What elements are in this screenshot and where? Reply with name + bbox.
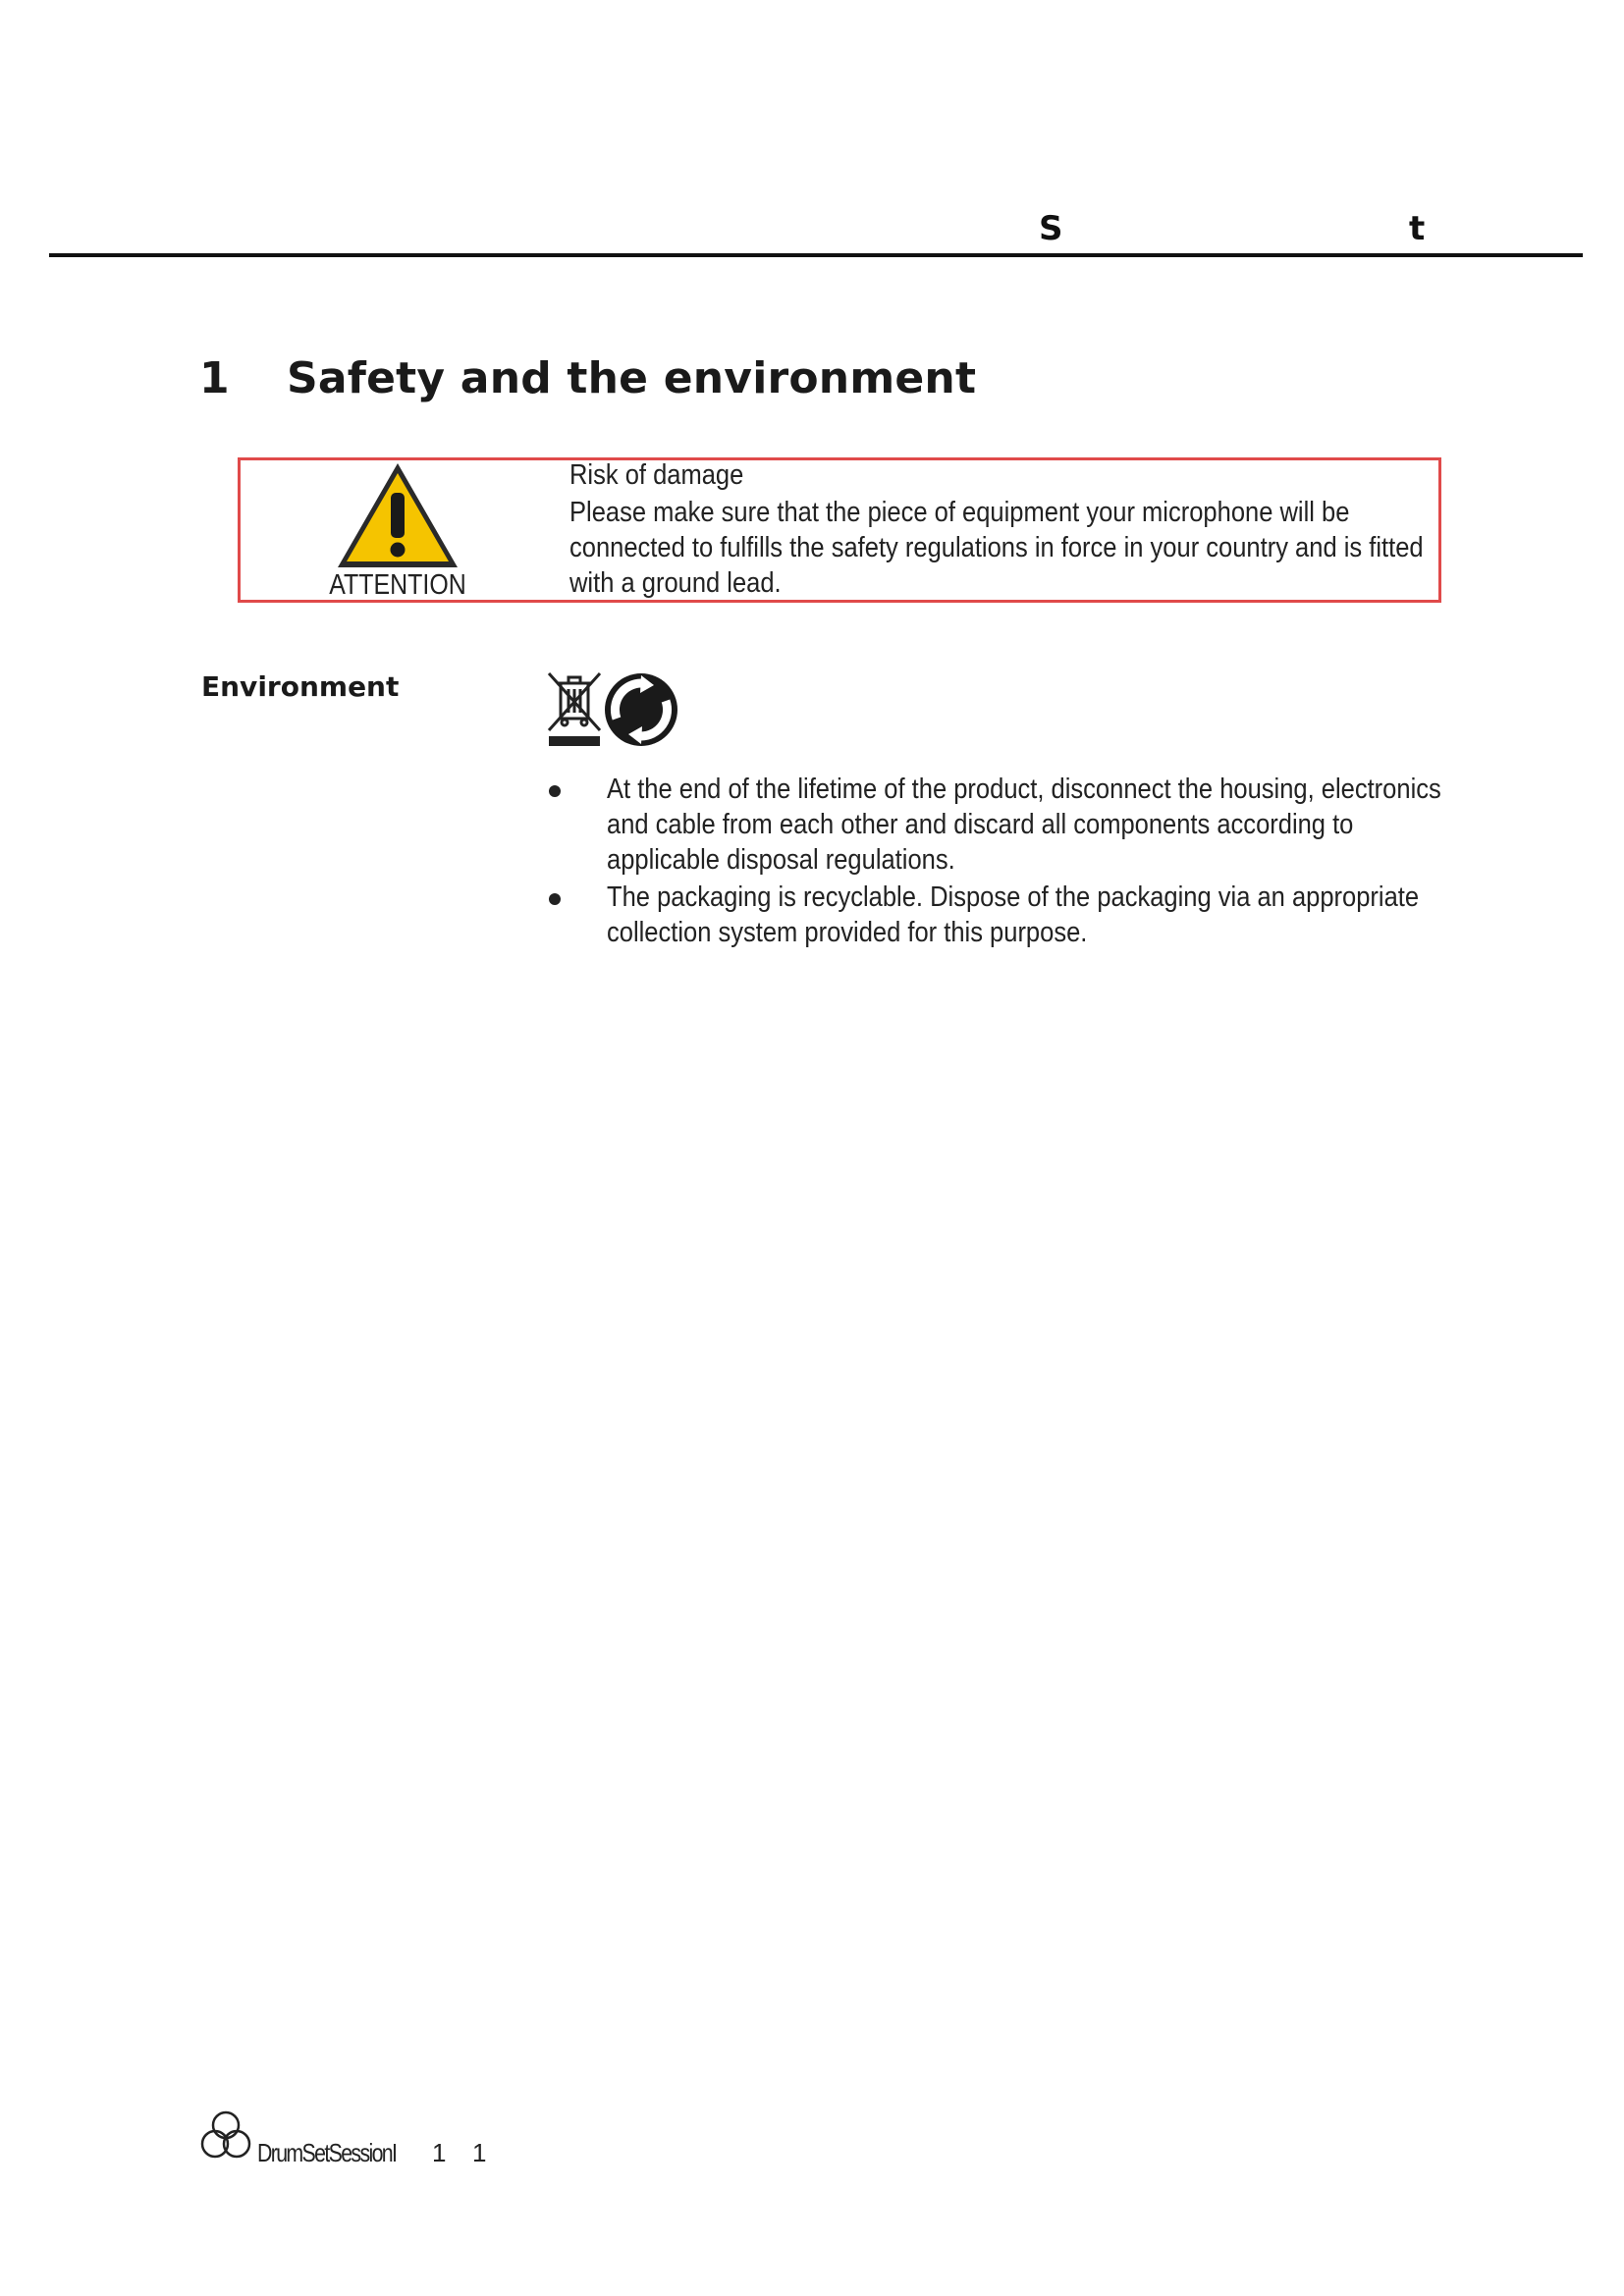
green-dot-recycle-icon [603, 671, 679, 748]
warning-line: Please make sure that the piece of equipment your microphone will be [569, 497, 1350, 528]
bullet-icon [549, 785, 561, 797]
list-item [545, 772, 1488, 878]
environment-label: Environment [201, 670, 400, 703]
header-letter-s: S [1039, 209, 1063, 248]
footer-page-number: 1 [472, 2138, 487, 2167]
bullet-line: and cable from each other and discard all components according to [607, 809, 1354, 840]
warning-line: with a ground lead. [569, 567, 782, 599]
bullet-line: collection system provided for this purpose. [607, 917, 1088, 948]
chapter-title: Safety and the environment [287, 353, 977, 403]
bullet-line: At the end of the lifetime of the product, disconnect the housing, electronics [607, 774, 1441, 805]
bullet-line: applicable disposal regulations. [607, 844, 955, 876]
footer-document-name: DrumSetSessionI [257, 2138, 397, 2167]
warning-line: connected to fulfills the safety regulations in force in your country and is fitted [569, 532, 1424, 563]
environment-bullet-list [545, 772, 1488, 952]
warning-text [569, 457, 1424, 601]
attention-label: ATTENTION [329, 569, 466, 601]
chapter-number: 1 [199, 353, 230, 403]
warning-triangle-icon [334, 459, 461, 571]
weee-crossed-bin-icon [545, 669, 604, 748]
bullet-icon [549, 893, 561, 905]
warning-title: Risk of damage [569, 459, 744, 491]
three-rings-logo-icon [198, 2109, 253, 2162]
header-letter-t: t [1409, 209, 1426, 248]
bullet-line: The packaging is recyclable. Dispose of the packaging via an appropriate [607, 881, 1420, 913]
list-item [545, 880, 1488, 950]
footer-page-number: 1 [432, 2138, 447, 2167]
header-rule [49, 253, 1583, 257]
